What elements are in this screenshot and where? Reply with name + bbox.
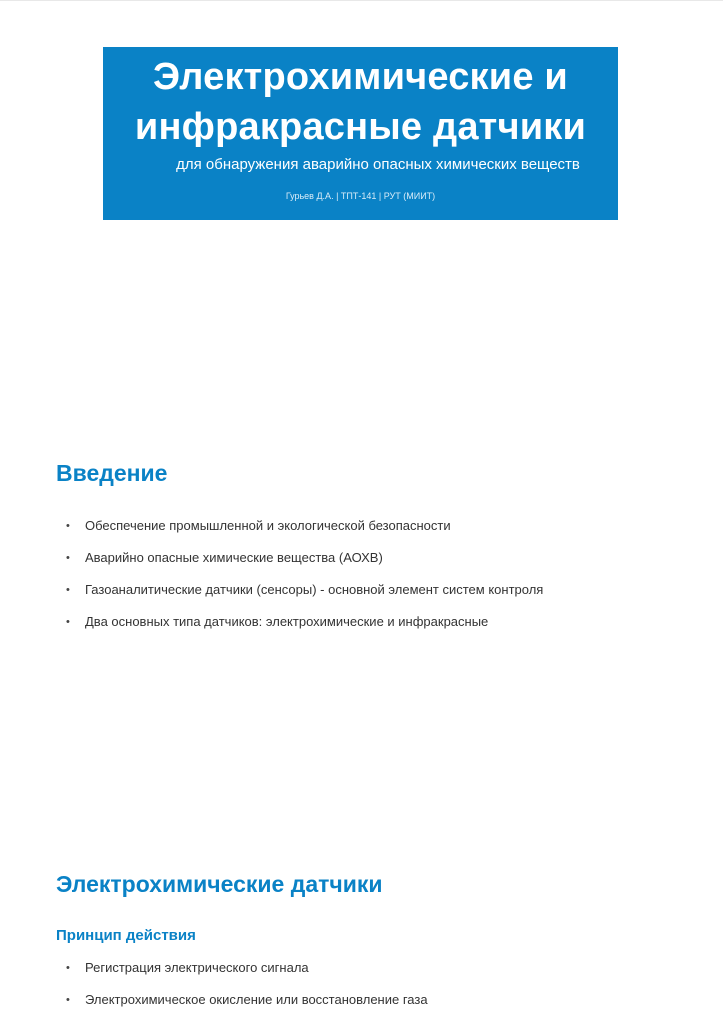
intro-heading: Введение [56,460,168,486]
list-item [66,614,543,646]
electrochem-heading: Электрохимические датчики [56,871,383,897]
list-item [66,518,543,550]
list-item [66,992,428,1024]
bullet-icon: • [66,962,70,974]
list-item [66,582,543,614]
list-item-text: Электрохимическое окисление или восстановление газа [85,992,428,1007]
bullet-icon: • [66,616,70,628]
list-item-text: Регистрация электрического сигнала [85,960,309,975]
title-banner [103,47,618,220]
principle-subheading: Принцип действия [56,927,196,944]
author-line: Гурьев Д.А. | ТПТ-141 | РУТ (МИИТ) [285,191,436,201]
bullet-icon: • [66,584,70,596]
list-item-text: Аварийно опасные химические вещества (АОХВ) [85,550,383,565]
bullet-icon: • [66,994,70,1006]
list-item-text: Газоаналитические датчики (сенсоры) - основной элемент систем контроля [85,582,544,597]
document-title: Электрохимические и инфракрасные датчики [134,56,587,148]
list-item [66,960,428,992]
list-item-text: Два основных типа датчиков: электрохимические и инфракрасные [85,614,489,629]
bullet-icon: • [66,552,70,564]
document-subtitle: для обнаружения аварийно опасных химических веществ [176,156,580,173]
bullet-icon: • [66,520,70,532]
list-item-text: Обеспечение промышленной и экологической безопасности [85,518,451,533]
list-item [66,550,543,582]
intro-bullet-list [66,518,543,646]
principle-bullet-list [66,960,428,1024]
